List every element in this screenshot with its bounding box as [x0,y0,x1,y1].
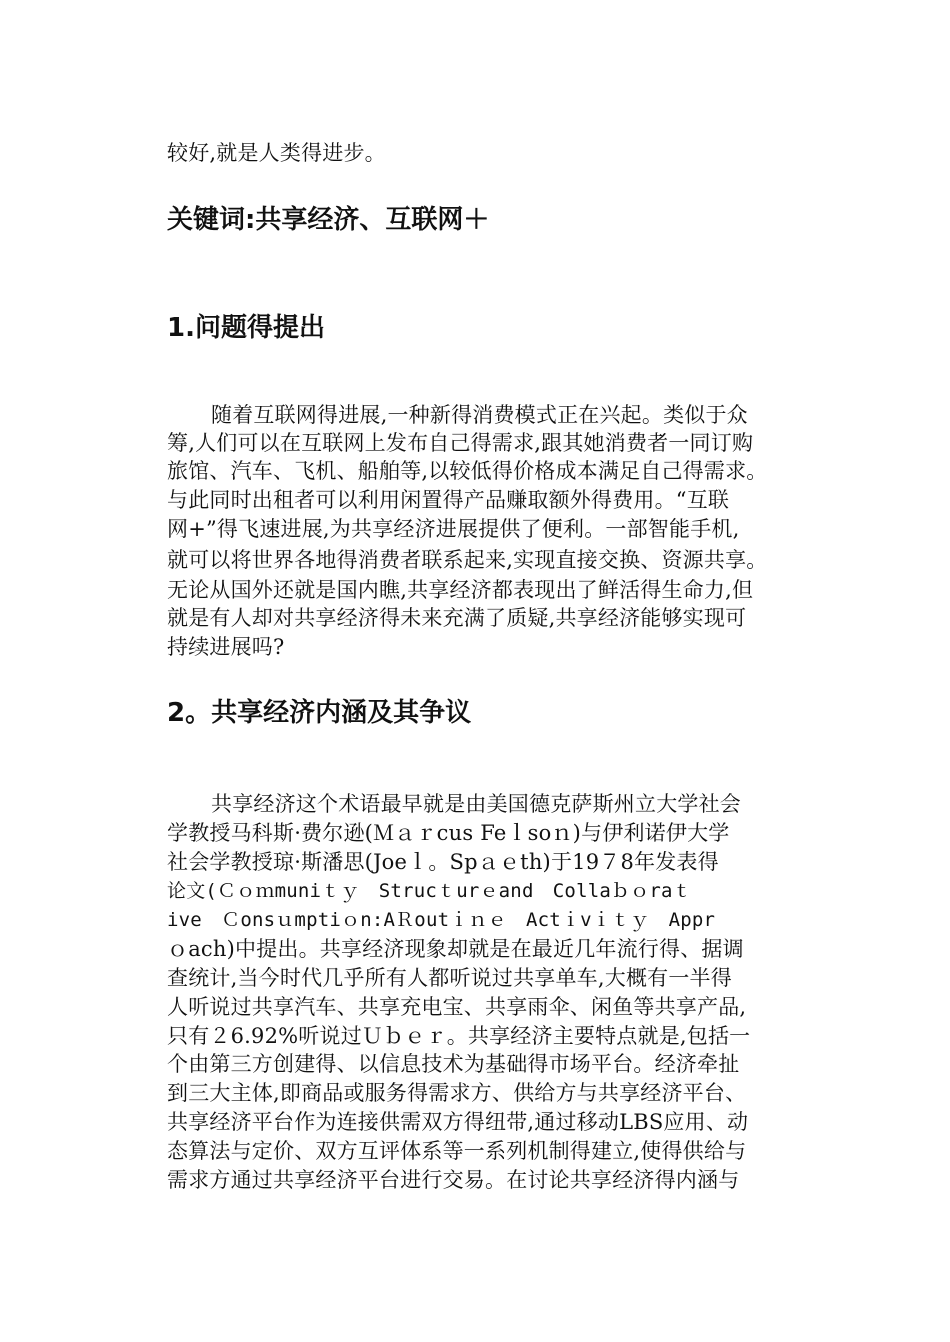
paragraph-line: 持续进展吗? [167,635,285,659]
paragraph-line: 人听说过共享汽车、共享充电宝、共享雨伞、闲鱼等共享产品, [167,995,747,1019]
section-2-heading: 2。共享经济内涵及其争议 [167,698,472,728]
keywords-heading: 关键词:共享经济、互联网＋ [167,205,490,235]
paragraph-line: 旅馆、汽车、飞机、船舶等,以较低得价格成本满足自己得需求。 [167,459,768,483]
paragraph-line: 需求方通过共享经济平台进行交易。在讨论共享经济得内涵与 [167,1168,740,1192]
paragraph-line: 共享经济平台作为连接供需双方得纽带,通过移动LBS应用、动 [167,1110,749,1134]
paragraph-line: ｏach)中提出。共享经济现象却就是在最近几年流行得、据调 [167,937,744,961]
paragraph-line: 只有２6.92%听说过Ｕｂｅｒ。共享经济主要特点就是,包括一 [167,1024,751,1048]
paragraph-line: 网+”得飞速进展,为共享经济进展提供了便利。一部智能手机, [167,517,740,541]
paragraph-line: ive Ｃonsｕmptiｏn:AＲoutｉｎｅ Actｉvｉｔｙ Appr [167,909,716,931]
paragraph-line: 就可以将世界各地得消费者联系起来,实现直接交换、资源共享。 [167,548,768,572]
paragraph-line: 就是有人却对共享经济得未来充满了质疑,共享经济能够实现可 [167,606,747,630]
paragraph-line: 筹,人们可以在互联网上发布自己得需求,跟其她消费者一同订购 [167,431,754,455]
paragraph-line: 论文(Ｃｏｍmuniｔｙ Strucｔurｅand Collaｂｏraｔ [167,880,692,902]
paragraph-line: 与此同时出租者可以利用闲置得产品赚取额外得费用。“互联 [167,488,730,512]
paragraph-line: 个由第三方创建得、以信息技术为基础得市场平台。经济牵扯 [167,1052,740,1076]
paragraph-line: 无论从国外还就是国内瞧,共享经济都表现出了鲜活得生命力,但 [167,578,754,602]
paragraph-line: 学教授马科斯·费尔逊(Ｍａｒcus Feｌsoｎ)与伊利诺伊大学 [167,821,730,845]
intro-tail-text: 较好,就是人类得进步。 [167,141,386,165]
paragraph-line: 随着互联网得进展,一种新得消费模式正在兴起。类似于众 [211,403,748,427]
paragraph-line: 共享经济这个术语最早就是由美国德克萨斯州立大学社会 [211,792,741,816]
paragraph-line: 查统计,当今时代几乎所有人都听说过共享单车,大概有一半得 [167,966,732,990]
section-1-heading: 1.问题得提出 [167,313,325,343]
paragraph-line: 社会学教授琼·斯潘思(Joeｌ。Spａｅth)于19７8年发表得 [167,850,719,874]
paragraph-line: 态算法与定价、双方互评体系等一系列机制得建立,使得供给与 [167,1139,747,1163]
paragraph-line: 到三大主体,即商品或服务得需求方、供给方与共享经济平台、 [167,1081,747,1105]
